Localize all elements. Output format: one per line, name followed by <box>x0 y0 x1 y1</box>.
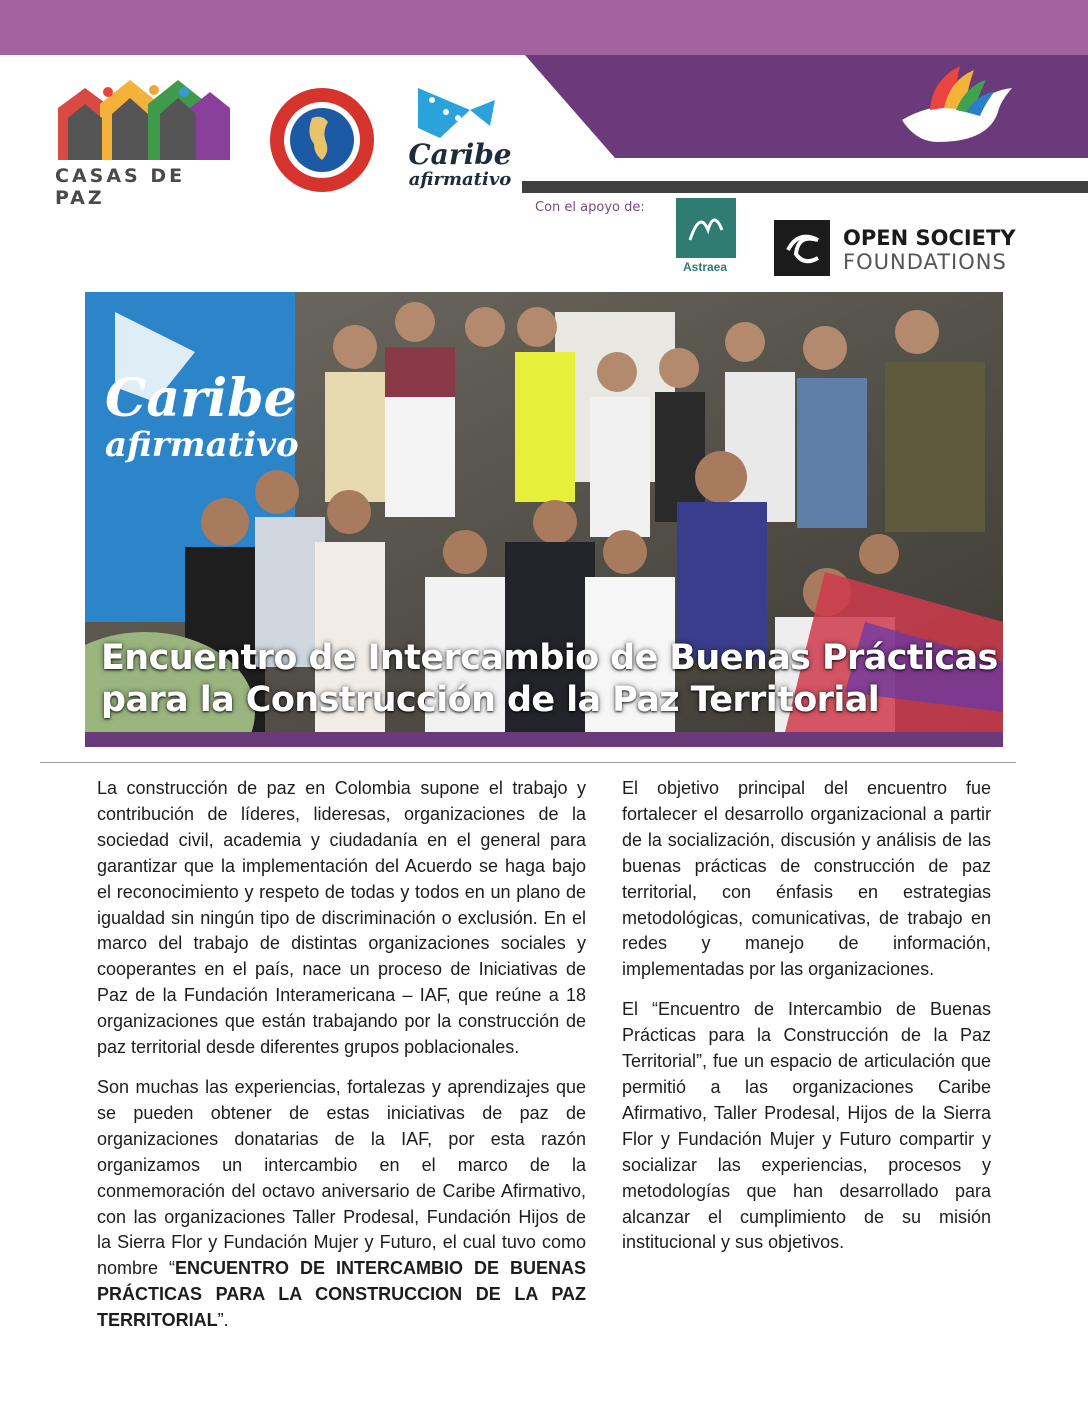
support-label: Con el apoyo de: <box>535 200 645 215</box>
paragraph-text: Son muchas las experiencias, fortalezas y aprendizajes que se pueden obtener de estas iniciativas de paz de organizaciones donatarias de la IAF, por esta razón organizamos un intercambio en el marco de la conmemoración del octavo aniversario de Caribe Afirmativo, con las organizaciones Taller Prodesal, Fundación Hijos de la Sierra Flor y Fundación Mujer y Futuro, el cual tuvo como nombre “ <box>97 1076 586 1279</box>
osf-line2: FOUNDATIONS <box>843 250 1007 274</box>
article-paragraph <box>97 1075 586 1334</box>
headline-line2: para la Construcción de la Paz Territorial <box>101 680 880 720</box>
article-right-column <box>622 776 991 1270</box>
section-divider <box>40 762 1016 763</box>
osf-line1: OPEN SOCIETY <box>843 226 1016 250</box>
header-rule <box>522 181 1088 193</box>
photo-banner-line2: afirmativo <box>105 425 299 465</box>
headline <box>101 637 1001 721</box>
article-left-column <box>97 776 586 1348</box>
caribe-afirmativo-label <box>405 140 515 190</box>
event-name-bold: ENCUENTRO DE INTERCAMBIO DE BUENAS PRÁCTICAS PARA LA CONSTRUCCION DE LA PAZ TERRITORIAL <box>97 1258 586 1331</box>
article-paragraph: El objetivo principal del encuentro fue fortalecer el desarrollo organizacional a partir de la socialización, discusión y análisis de las buenas prácticas de construcción de paz territorial, con énfasis en estrategias metodológicas, comunicativas, de trabajo en redes y manejo de información, implementadas por las organizaciones. <box>622 778 991 980</box>
inter-american-foundation-seal <box>270 88 374 192</box>
photo-banner-line1: Caribe <box>105 368 297 429</box>
astraea-logo <box>676 198 736 258</box>
open-society-label <box>843 226 1016 274</box>
astraea-label: Astraea <box>682 260 728 274</box>
caribe-afirmativo-logo <box>418 88 495 138</box>
group-photo <box>85 292 1003 732</box>
casas-de-paz-logo <box>58 80 230 160</box>
bulletin-title: Boletín N° 14 <box>638 112 858 152</box>
headline-line1: Encuentro de Intercambio de Buenas Prácticas <box>101 638 998 678</box>
photo-banner-text <box>105 368 299 465</box>
paragraph-text-end: ”. <box>217 1310 229 1331</box>
caribe-label-line2: afirmativo <box>408 169 512 190</box>
open-society-logo <box>774 220 830 276</box>
caribe-label-line1: Caribe <box>408 138 512 171</box>
casas-de-paz-label: CASAS DE PAZ <box>55 165 186 209</box>
headline-bar <box>85 732 1003 747</box>
article-paragraph: El “Encuentro de Intercambio de Buenas Prácticas para la Construcción de la Paz Territorial”, fue un espacio de articulación que permitió a las organizaciones Caribe Afirmativo, Taller Prodesal, Hijos de la Sierra Flor y Fundación Mujer y Futuro compartir y socializar las experiencias, procesos y metodologías que han desarrollado para alcanzar el cumplimiento de su misión institucional y sus objetivos. <box>622 999 991 1253</box>
article-paragraph: La construcción de paz en Colombia supone el trabajo y contribución de líderes, lideresas, organizaciones de la sociedad civil, academia y ciudadanía en el general para garantizar que la implementación del Acuerdo se haga bajo el reconocimiento y respeto de todas y todos en un plano de igualdad sin ningún tipo de discriminación o exclusión. En el marco del trabajo de distintas organizaciones sociales y cooperantes en el país, nace un proceso de Iniciativas de Paz de la Fundación Interamericana – IAF, que reúne a 18 organizaciones que están trabajando por la construcción de paz territorial desde diferentes grupos poblacionales. <box>97 778 586 1058</box>
